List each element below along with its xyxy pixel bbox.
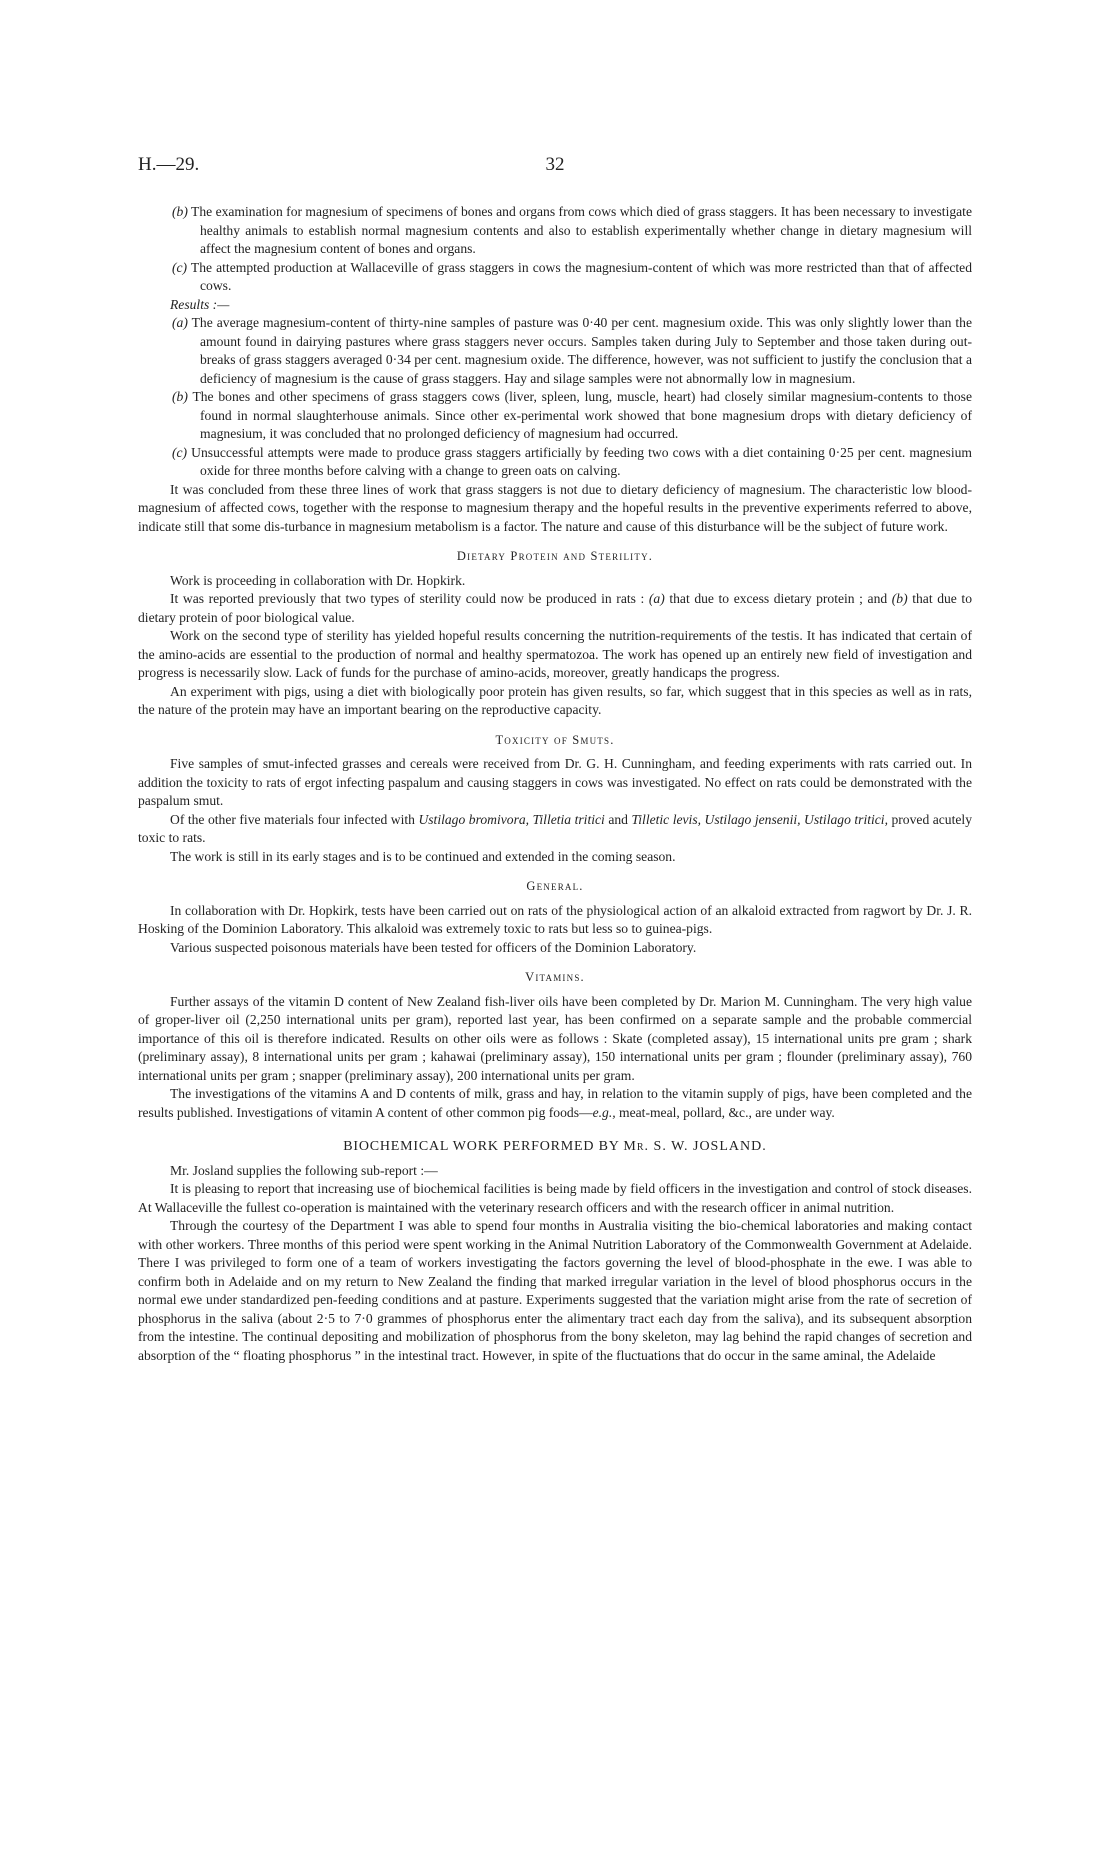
section-heading-biochemical: BIOCHEMICAL WORK PERFORMED BY Mr. S. W. JOSLAND. — [343, 1139, 767, 1154]
section-heading-smuts: Toxicity of Smuts. — [495, 732, 615, 747]
smuts-paragraph-2: Of the other five materials four infected with Ustilago bromivora, Tilletia tritici and Tilletic levis, Ustilago jensenii, Ustilago tritici, proved acutely toxic to rats. — [138, 811, 972, 845]
dietary-paragraph-3: Work on the second type of sterility has yielded hopeful results concerning the nutrition-requirements of the testis. It has indicated that certain of the amino-acids are essential to the production of normal and healthy spermatozoa. The work has opened up an entirely new field of investigation and progress is necessarily slow. Lack of funds for the purchase of amino-acids, moreover, greatly handicaps the progress. — [138, 628, 972, 680]
intro-item-c: (c) The attempted production at Wallaceville of grass staggers in cows the magnesium-content of which was more restricted than that of affected cows. — [172, 259, 973, 293]
dietary-paragraph-2: It was reported previously that two types of sterility could now be produced in rats : (a) that due to excess dietary protein ; and (b) that due to dietary protein of poor biological value. — [138, 591, 972, 625]
page-number: 32 — [545, 154, 565, 175]
conclusion-paragraph: It was concluded from these three lines of work that grass staggers is not due to dietary deficiency of magnesium. The characteristic low blood-magnesium of affected cows, together with the response to magnesium therapy and the hopeful results in the preventive experiments referred to above, indicate still that some dis-turbance in magnesium metabolism is a factor. The nature and cause of this disturbance will be the subject of future work. — [138, 481, 972, 534]
results-item-c: (c) Unsuccessful attempts were made to produce grass staggers artificially by feeding two cows with a diet containing 0·25 per cent. magnesium oxide for three months before calving with a change to green oats on calving. — [172, 444, 972, 478]
section-heading-general: General. — [526, 879, 584, 893]
intro-item-b: (b) The examination for magnesium of specimens of bones and organs from cows which died of grass staggers. It has been necessary to investigate healthy animals to establish normal magnesium contents and also to establish experimentally whether change in dietary magnesium will affect the magnesium content of bones and organs. — [172, 204, 972, 256]
results-item-a: (a) The average magnesium-content of thirty-nine samples of pasture was 0·40 per cent. magnesium oxide. This was only slightly lower than the amount found in dairying pastures where grass staggers never occurs. Samples taken during July to September and those taken during out-breaks of grass staggers averaged 0·34 per cent. magnesium oxide. The difference, however, was not sufficient to justify the conclusion that a deficiency of magnesium is the cause of grass staggers. Hay and silage samples were not abnormally low in magnesium. — [172, 315, 973, 386]
results-label: Results :— — [170, 296, 230, 312]
biochem-paragraph-3: Through the courtesy of the Department I was able to spend four months in Australia visiting the bio-chemical laboratories and making contact with other workers. Three months of this period were spent working in the Animal Nutrition Laboratory of the Commonwealth Government at Adelaide. There I was privileged to form one of a team of workers investigating the factors governing the level of blood-phosphate in the ewe. I was able to confirm both in Adelaide and on my return to New Zealand the finding that marked irregular variation in the level of blood phosphorus occurs in the normal ewe under standardized pen-feeding conditions and at pasture. Experiments suggested that the variation might arise from the rate of secretion of phosphorus in the saliva (about 2·5 to 7·0 grammes of phosphorus enter the alimentary tract each day from the saliva), and its subsequent absorption from the intestine. The continual depositing and mobilization of phosphorus from the bony skeleton, may lag behind the rapid changes of secretion and absorption of the “ floating phosphorus ” in the intestinal tract. However, in spite of the fluctuations that do occur in the same aminal, the Adelaide — [138, 1218, 972, 1363]
results-item-b: (b) The bones and other specimens of grass staggers cows (liver, spleen, lung, muscle, heart) had closely similar magnesium-contents to those found in normal slaughterhouse animals. Since other ex-perimental work showed that bone magnesium drops with dietary deficiency of magnesium, it was concluded that no prolonged deficiency of magnesium had occurred. — [172, 389, 972, 441]
dietary-paragraph-1: Work is proceeding in collaboration with Dr. Hopkirk. — [170, 572, 466, 588]
general-paragraph-1: In collaboration with Dr. Hopkirk, tests have been carried out on rats of the physiological action of an alkaloid extracted from ragwort by Dr. J. R. Hosking of the Dominion Laboratory. This alkaloid was extremely toxic to rats but less so to guinea-pigs. — [138, 902, 972, 936]
section-heading-dietary: Dietary Protein and Sterility. — [456, 549, 654, 563]
biochem-paragraph-2: It is pleasing to report that increasing use of biochemical facilities is being made by field officers in the investigation and control of stock diseases. At Wallaceville the fullest co-operation is maintained with the veterinary research officers and with the research officer in animal nutrition. — [138, 1181, 972, 1215]
smuts-paragraph-3: The work is still in its early stages and is to be continued and extended in the coming season. — [170, 848, 676, 864]
report-reference: H.—29. — [138, 154, 200, 175]
dietary-paragraph-4: An experiment with pigs, using a diet with biologically poor protein has given results, so far, which suggest that in this species as well as in rats, the nature of the protein may have an important bearing on the reproductive capacity. — [138, 683, 972, 717]
general-paragraph-2: Various suspected poisonous materials have been tested for officers of the Dominion Laboratory. — [170, 939, 697, 955]
vitamins-paragraph-1: Further assays of the vitamin D content of New Zealand fish-liver oils have been completed by Dr. Marion M. Cunningham. The very high value of groper-liver oil (2,250 international units per gram), reported last year, has been confirmed on a separate sample and the probable commercial importance of this oil is therefore indicated. Results on other oils were as follows : Skate (completed assay), 15 international units pre gram ; shark (preliminary assay), 8 international units per gram ; kahawai (preliminary assay), 150 international units per gram ; flounder (preliminary assay), 760 international units per gram ; snapper (preliminary assay), 200 international units per gram. — [138, 993, 972, 1083]
smuts-paragraph-1: Five samples of smut-infected grasses and cereals were received from Dr. G. H. Cunningham, and feeding experiments with rats carried out. In addition the toxicity to rats of ergot infecting paspalum and causing staggers in cows was investigated. No effect on rats could be demonstrated with the paspalum smut. — [138, 756, 972, 808]
document-body — [138, 203, 972, 1365]
biochem-paragraph-1: Mr. Josland supplies the following sub-report :— — [170, 1162, 438, 1178]
vitamins-paragraph-2: The investigations of the vitamins A and D contents of milk, grass and hay, in relation to the vitamin supply of pigs, have been completed and the results published. Investigations of vitamin A content of other common pig foods—e.g., meat-meal, pollard, &c., are under way. — [138, 1086, 972, 1120]
page-header — [138, 156, 972, 182]
section-heading-vitamins: Vitamins. — [525, 970, 585, 984]
